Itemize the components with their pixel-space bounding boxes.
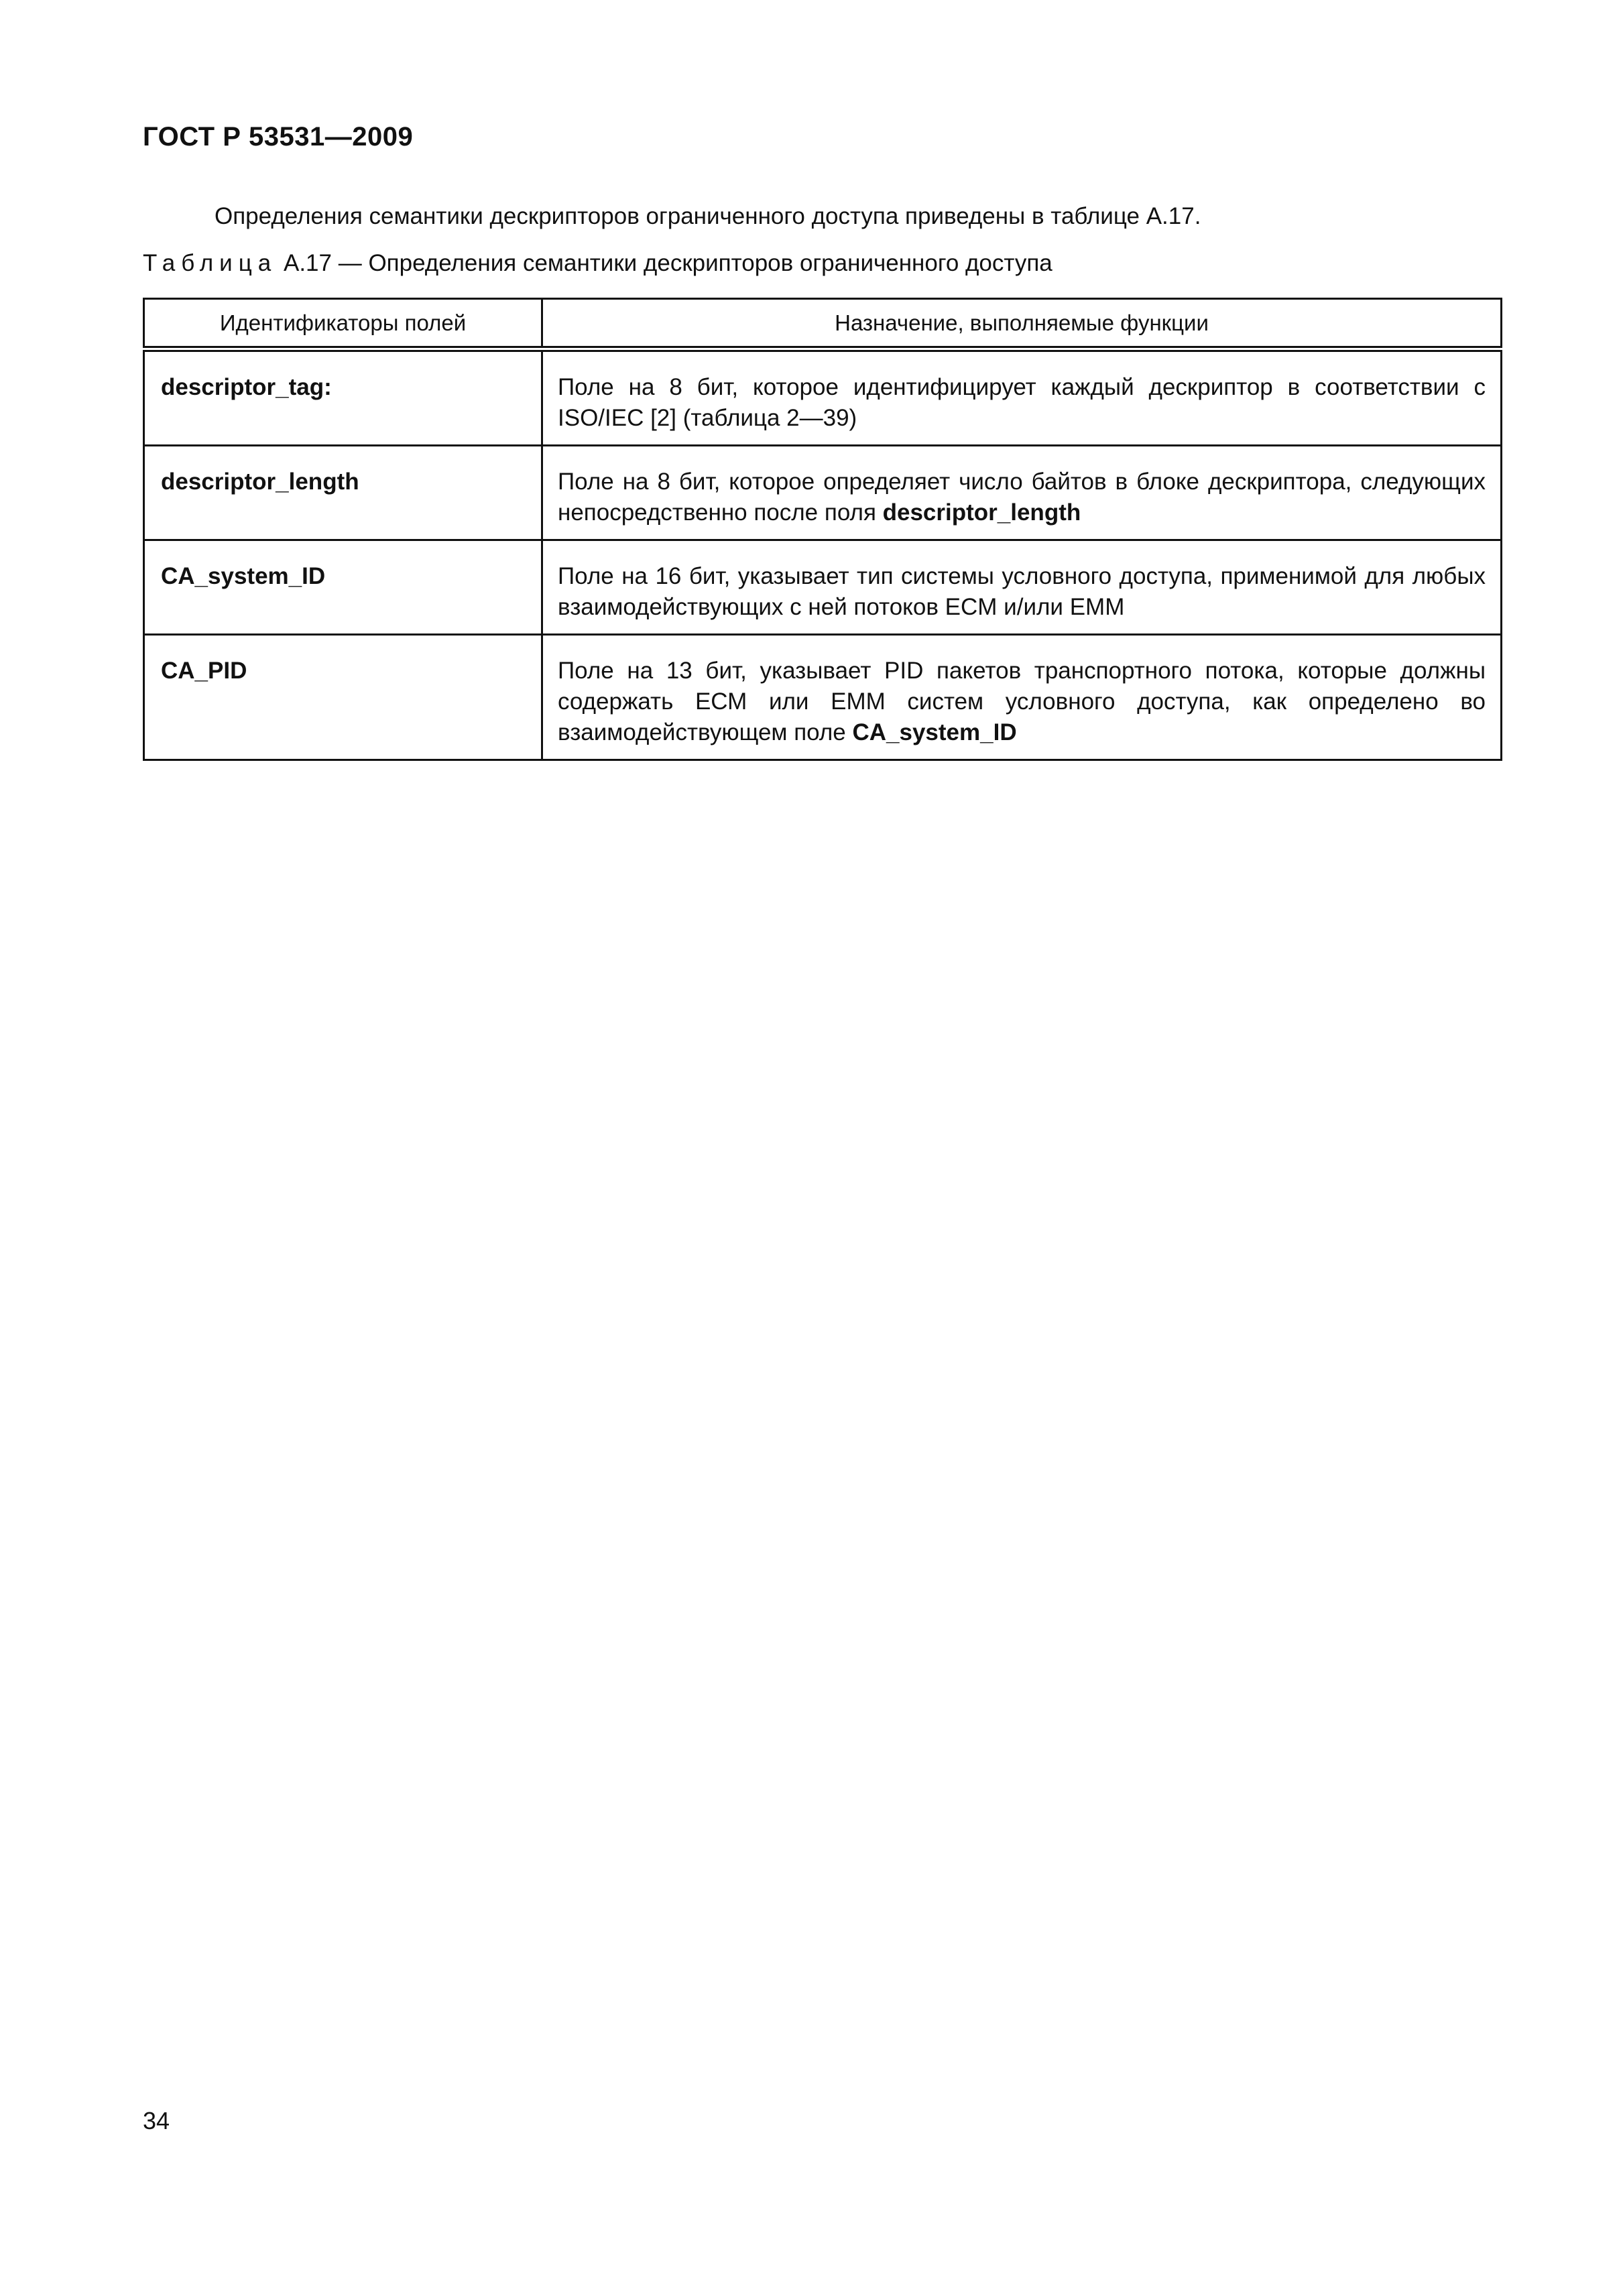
description-text: Поле на 13 бит, указывает PID пакетов транспортного потока, которые должны содержать ЕСМ или ЕММ систем условного доступа, как определено во взаимодействующем поле [558, 658, 1486, 745]
field-name-cell: descriptor_tag: [144, 349, 542, 446]
table-caption [143, 250, 1053, 277]
description-field-reference: CA_system_ID [852, 719, 1017, 745]
table-caption-number: А.17 — [283, 250, 362, 276]
description-text: Поле на 16 бит, указывает тип системы условного доступа, применимой для любых взаимодействующих с ней потоков ECM и/или EMM [558, 563, 1486, 620]
table-row [144, 540, 1502, 635]
field-description-cell [542, 349, 1502, 446]
table-row [144, 349, 1502, 446]
header-field-identifiers: Идентификаторы полей [144, 299, 542, 349]
field-name-cell: CA_PID [144, 635, 542, 760]
table-row [144, 635, 1502, 760]
field-description-cell [542, 635, 1502, 760]
table-row [144, 446, 1502, 540]
field-description-cell [542, 540, 1502, 635]
header-purpose-functions: Назначение, выполняемые функции [542, 299, 1502, 349]
description-text: Поле на 8 бит, которое определяет число байтов в блоке дескриптора, следующих непосредственно после поля [558, 469, 1486, 526]
page-number: 34 [143, 2107, 170, 2134]
field-description-cell [542, 446, 1502, 540]
table-caption-title: Определения семантики дескрипторов ограниченного доступа [368, 250, 1053, 276]
semantics-table [143, 298, 1502, 761]
document-header: ГОСТ Р 53531—2009 [143, 122, 414, 152]
description-text: Поле на 8 бит, которое идентифицирует каждый дескриптор в соответствии с ISO/IEC [2] (таблица 2—39) [558, 374, 1486, 431]
table-header-row [144, 299, 1502, 349]
field-name-cell: descriptor_length [144, 446, 542, 540]
table-caption-label: Таблица [143, 250, 278, 276]
field-name-cell: CA_system_ID [144, 540, 542, 635]
intro-paragraph: Определения семантики дескрипторов ограниченного доступа приведены в таблице А.17. [215, 203, 1201, 229]
description-field-reference: descriptor_length [882, 499, 1081, 526]
